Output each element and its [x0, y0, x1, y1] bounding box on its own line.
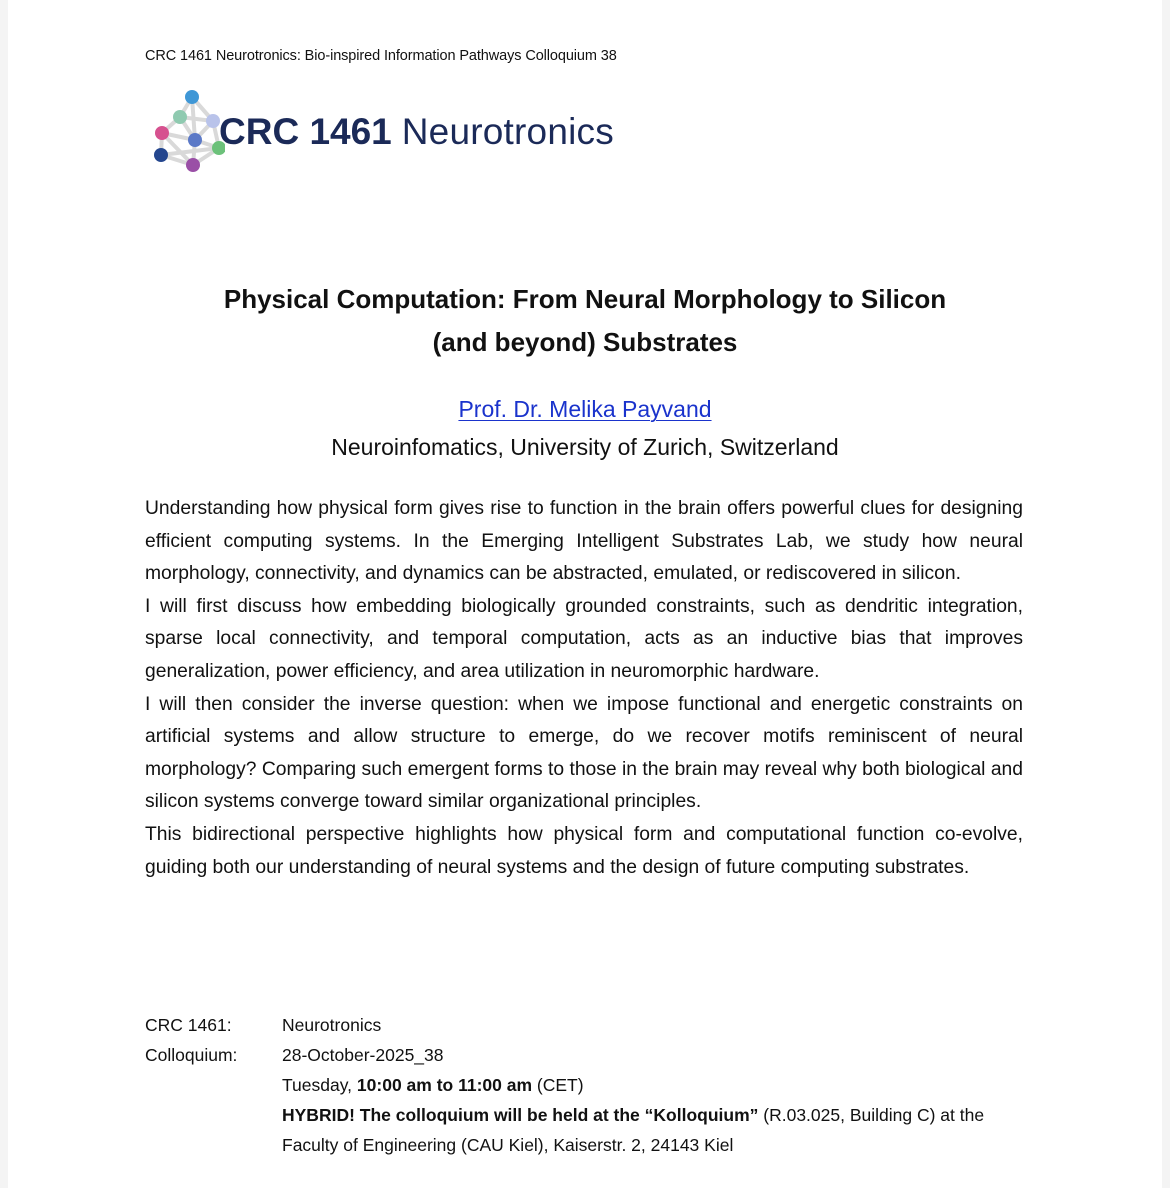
- event-time: [282, 1070, 1045, 1100]
- running-header: CRC 1461 Neurotronics: Bio-inspired Information Pathways Colloquium 38: [145, 48, 617, 64]
- event-time-range: 10:00 am to 11:00 am: [356, 1075, 533, 1095]
- logo-bold-text: CRC 1461: [219, 111, 392, 152]
- crc-label: CRC 1461:: [145, 1015, 232, 1035]
- logo-node-center: [188, 133, 202, 147]
- abstract: [145, 493, 1023, 884]
- colloquium-value: 28-October-2025_38: [282, 1045, 444, 1065]
- speaker-link[interactable]: Prof. Dr. Melika Payvand: [458, 396, 712, 422]
- detail-row-time: [145, 1070, 1045, 1100]
- event-timezone: (CET): [536, 1075, 584, 1095]
- talk-title: [8, 278, 1162, 364]
- abstract-paragraph: Understanding how physical form gives rise to function in the brain offers powerful clues for designing efficient computing systems. In the Emerging Intelligent Substrates Lab, we study how neural morphology, connectivity, and dynamics can be abstracted, emulated, or rediscovered in silicon.: [145, 498, 1023, 585]
- logo-node-top: [185, 90, 199, 104]
- detail-row-venue: [145, 1100, 1045, 1160]
- event-venue: [282, 1100, 1045, 1160]
- logo-node-mint: [173, 110, 187, 124]
- colloquium-label: Colloquium:: [145, 1045, 238, 1065]
- detail-row-crc: [145, 1010, 1045, 1040]
- talk-title-line-2: (and beyond) Substrates: [432, 327, 738, 357]
- document-page: [8, 0, 1162, 1188]
- logo-node-lavender: [206, 114, 220, 128]
- venue-address: Faculty of Engineering (CAU Kiel), Kaiserstr. 2, 24143 Kiel: [282, 1135, 734, 1155]
- crc-value: Neurotronics: [282, 1015, 382, 1035]
- logo-node-navy: [154, 148, 168, 162]
- logo-wordmark: [219, 111, 614, 153]
- venue-hybrid-note: HYBRID! The colloquium will be held at the “Kolloquium”: [282, 1105, 759, 1125]
- logo-node-pink: [155, 126, 169, 140]
- abstract-paragraph: I will first discuss how embedding biologically grounded constraints, such as dendritic integration, sparse local connectivity, and temporal computation, acts as an inductive bias that improves generalization, power efficiency, and area utilization in neuromorphic hardware.: [145, 595, 1023, 682]
- crc-logo: [145, 85, 665, 180]
- speaker-affiliation: Neuroinfomatics, University of Zurich, Switzerland: [331, 434, 839, 460]
- event-details: [145, 1010, 1045, 1160]
- detail-row-colloquium: [145, 1040, 1045, 1070]
- neural-network-logo-icon: [145, 85, 225, 180]
- logo-node-purple: [186, 158, 200, 172]
- abstract-paragraph: I will then consider the inverse question: when we impose functional and energetic constraints on artificial systems and allow structure to emerge, do we recover motifs reminiscent of neural morphology? Comparing such emergent forms to those in the brain may reveal why both biological and silicon systems converge toward similar organizational principles.: [145, 693, 1023, 813]
- venue-room: (R.03.025, Building C) at the: [763, 1105, 985, 1125]
- event-day: Tuesday,: [282, 1075, 353, 1095]
- speaker: [8, 393, 1162, 425]
- logo-light-text: Neurotronics: [401, 111, 614, 152]
- talk-title-line-1: Physical Computation: From Neural Morphology to Silicon: [223, 284, 947, 314]
- abstract-paragraph: This bidirectional perspective highlights how physical form and computational function co-evolve, guiding both our understanding of neural systems and the design of future computing substrates.: [145, 823, 1023, 878]
